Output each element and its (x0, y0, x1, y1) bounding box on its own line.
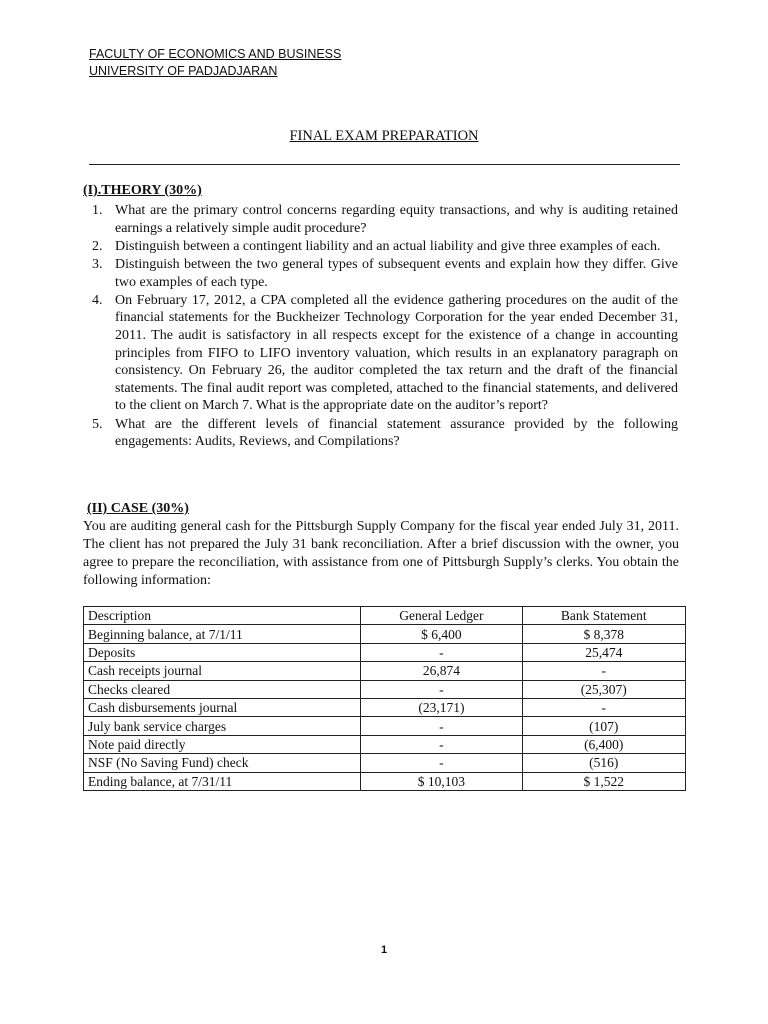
case-section-heading: (II) CASE (30%) (87, 501, 189, 516)
table-row (84, 698, 686, 716)
row-general-ledger: - (361, 643, 522, 661)
row-bank-statement: 25,474 (522, 643, 685, 661)
question-number: 2. (92, 238, 103, 254)
row-description: Note paid directly (84, 735, 361, 753)
document-title: FINAL EXAM PREPARATION (289, 128, 479, 144)
table-row (84, 643, 686, 661)
row-bank-statement: (25,307) (522, 680, 685, 698)
row-bank-statement: - (522, 698, 685, 716)
question-text: Distinguish between the two general types of subsequent events and explain how they differ. Give two examples of each type. (115, 256, 678, 290)
row-description: Ending balance, at 7/31/11 (84, 772, 361, 790)
row-bank-statement: $ 1,522 (522, 772, 685, 790)
question-number: 3. (92, 256, 103, 272)
table-row (84, 662, 686, 680)
page-number: 1 (380, 944, 388, 956)
row-general-ledger: $ 10,103 (361, 772, 522, 790)
question-item (89, 292, 678, 415)
row-general-ledger: (23,171) (361, 698, 522, 716)
row-general-ledger: - (361, 717, 522, 735)
column-header-bank-statement: Bank Statement (522, 607, 685, 625)
row-description: Cash receipts journal (84, 662, 361, 680)
row-general-ledger: $ 6,400 (361, 625, 522, 643)
row-description: Checks cleared (84, 680, 361, 698)
university-name: UNIVERSITY OF PADJADJARAN (89, 64, 278, 78)
column-header-general-ledger: General Ledger (361, 607, 522, 625)
question-number: 4. (92, 292, 103, 308)
table-row (84, 772, 686, 790)
table-row (84, 680, 686, 698)
row-description: Beginning balance, at 7/1/11 (84, 625, 361, 643)
question-item (89, 238, 678, 256)
row-bank-statement: (107) (522, 717, 685, 735)
row-general-ledger: - (361, 754, 522, 772)
theory-section-heading: (I).THEORY (30%) (83, 183, 202, 198)
faculty-name: FACULTY OF ECONOMICS AND BUSINESS (89, 47, 342, 61)
row-description: Deposits (84, 643, 361, 661)
row-description: July bank service charges (84, 717, 361, 735)
question-number: 5. (92, 416, 103, 432)
cash-reconciliation-table (83, 606, 686, 791)
table-row (84, 735, 686, 753)
row-general-ledger: - (361, 680, 522, 698)
table-row (84, 754, 686, 772)
question-item (89, 416, 678, 451)
table-row (84, 625, 686, 643)
table-row (84, 717, 686, 735)
table-header-row (84, 607, 686, 625)
row-general-ledger: 26,874 (361, 662, 522, 680)
document-header (89, 46, 341, 80)
row-general-ledger: - (361, 735, 522, 753)
row-description: Cash disbursements journal (84, 698, 361, 716)
question-text: What are the primary control concerns regarding equity transactions, and why is auditing retained earnings a relatively simple audit procedure? (115, 203, 678, 236)
question-text: On February 17, 2012, a CPA completed all the evidence gathering procedures on the audit of the financial statements for the Buckheizer Technology Corporation for the year ended December 31, 2011. The audit is satisfactory in all respects except for the existence of a change in accounting principles from FIFO to LIFO inventory valuation, which results in an explanatory paragraph on consistency. On February 26, the auditor completed the tax return and the draft of the financial statements. The final audit report was completed, attached to the financial statements, and delivered to the client on March 7. What is the appropriate date on the auditor’s report? (115, 292, 678, 414)
row-bank-statement: (6,400) (522, 735, 685, 753)
case-description: You are auditing general cash for the Pittsburgh Supply Company for the fiscal year ended July 31, 2011. The client has not prepared the July 31 bank reconciliation. After a brief discussion with the owner, you agree to prepare the reconciliation, with assistance from one of Pittsburgh Supply’s clerks. You obtain the following information: (83, 519, 679, 588)
document-title-block (0, 128, 768, 145)
column-header-description: Description (84, 607, 361, 625)
row-bank-statement: (516) (522, 754, 685, 772)
question-text: Distinguish between a contingent liability and an actual liability and give three examples of each. (115, 238, 661, 254)
theory-question-list (89, 202, 678, 451)
question-text: What are the different levels of financial statement assurance provided by the following engagements: Audits, Reviews, and Compilations? (115, 416, 678, 450)
row-description: NSF (No Saving Fund) check (84, 754, 361, 772)
question-number: 1. (92, 203, 103, 218)
row-bank-statement: $ 8,378 (522, 625, 685, 643)
row-bank-statement: - (522, 662, 685, 680)
question-item (89, 256, 678, 291)
title-divider (89, 164, 680, 165)
question-item (89, 202, 678, 237)
